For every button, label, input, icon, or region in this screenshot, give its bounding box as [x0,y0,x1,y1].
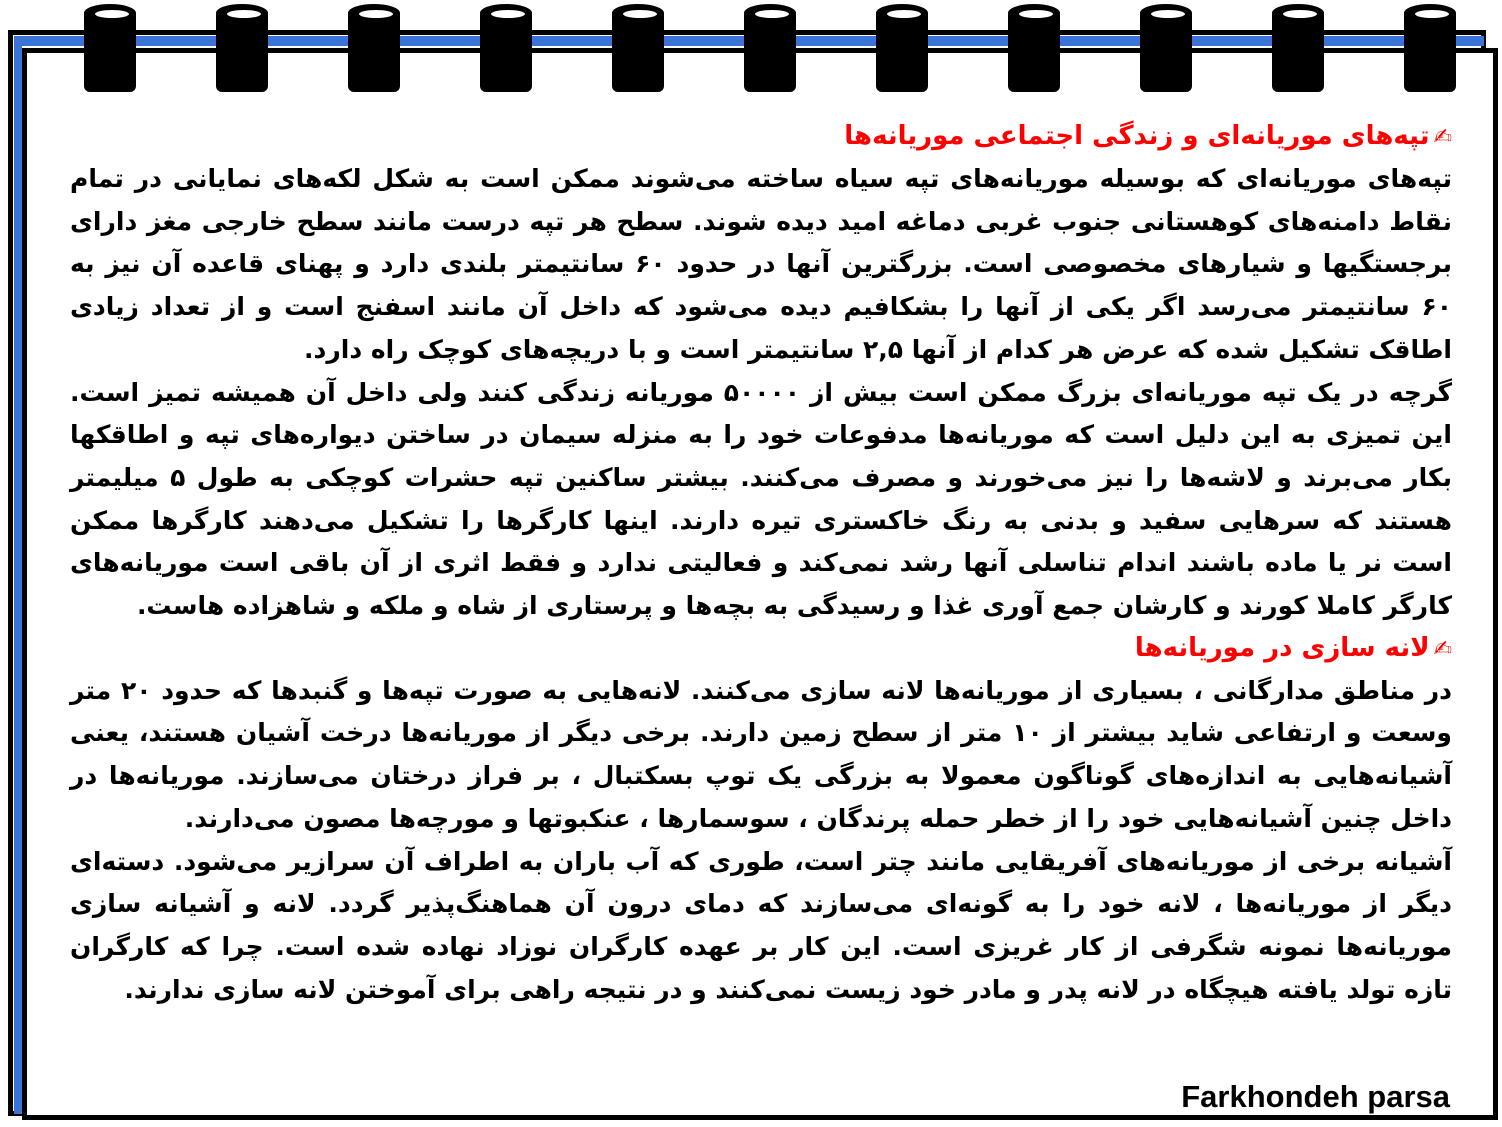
binder-ring [876,4,928,92]
binder-ring [1140,4,1192,92]
binder-ring [744,4,796,92]
binder-ring [1272,4,1324,92]
paragraph: آشیانه برخی از موریانه‌های آفریقایی مانند چتر است، طوری که آب باران به اطراف آن سرازیر می‌شود. دسته‌ای دیگر از موریانه‌ها ، لانه خود را به گونه‌ای می‌سازند که دمای درون آن هماهنگ‌پذیر گردد. لانه و آشیانه سازی موریانه‌ها نمونه شگرفی از کار غریزی است. این کار بر عهده کارگران نوزاد نهاده شده است. چرا که کارگران تازه تولد یافته هیچگاه در لانه پدر و مادر خود زیست نمی‌کنند و در نتیجه راهی برای آموختن لانه سازی ندارند. [70,846,1452,1004]
spiral-binding [0,4,1502,94]
binder-ring [348,4,400,92]
binder-ring [612,4,664,92]
binder-ring [1404,4,1456,92]
pen-writing-icon: ✍ [1433,636,1452,662]
binder-ring [84,4,136,92]
binder-ring [1008,4,1060,92]
binder-ring [216,4,268,92]
section-title: لانه سازی در موریانه‌ها [1134,632,1430,663]
pen-writing-icon: ✍ [1433,125,1452,150]
blue-shadow-side [14,36,22,1114]
document-body [70,116,1452,1011]
section-heading [70,628,1452,670]
section-title: تپه‌های موریانه‌ای و زندگی اجتماعی موریانه‌ها [844,121,1430,151]
paragraph: گرچه در یک تپه موریانه‌ای بزرگ ممکن است بیش از ۵۰۰۰۰ موریانه زندگی کنند ولی داخل آن همیشه تمیز است. این تمیزی به این دلیل است که موریانه‌ها مدفوعات خود را به منزله سیمان در ساختن دیواره‌های تپه و اطاقکها بکار می‌برند و لاشه‌ها را نیز می‌خورند و مصرف می‌کنند. بیشتر ساکنین تپه حشرات کوچکی به طول ۵ میلیمتر هستند که سرهایی سفید و بدنی به رنگ خاکستری تیره دارند. اینها کارگرها را تشکیل می‌دهند کارگرها ممکن است نر یا ماده باشند اندام تناسلی آنها رشد نمی‌کند و فعالیتی ندارد و فقط اثری از آن باقی است موریانه‌های کارگر کاملا کورند و کارشان جمع آوری غذا و رسیدگی به بچه‌ها و پرستاری از شاه و ملکه و شاهزاده هاست. [70,377,1452,621]
paragraph: در مناطق مدارگانی ، بسیاری از موریانه‌ها لانه سازی می‌کنند. لانه‌هایی به صورت تپه‌ها و گنبدها که حدود ۲۰ متر وسعت و ارتفاعی شاید بیشتر از ۱۰ متر از سطح زمین دارند. برخی دیگر از موریانه‌ها درخت آشیان هستند، یعنی آشیانه‌هایی به اندازه‌های گوناگون معمولا به بزرگی یک توپ بسکتبال ، بر فراز درختان می‌سازند. موریانه‌ها در داخل چنین آشیانه‌هایی خود را از خطر حمله پرندگان ، سوسمارها ، عنکبوتها و مورچه‌ها مصون می‌دارند. [70,675,1452,833]
author-signature: Farkhondeh parsa [1181,1079,1450,1114]
binder-ring [480,4,532,92]
section-heading [70,116,1452,158]
paragraph: تپه‌های موریانه‌ای که بوسیله موریانه‌های تپه سیاه ساخته می‌شوند ممکن است به شکل لکه‌های نمایانی در تمام نقاط دامنه‌های کوهستانی جنوب غربی دماغه امید دیده شوند. سطح هر تپه درست مانند سطح خارجی مغز دارای برجستگیها و شیارهای مخصوصی است. بزرگترین آنها در حدود ۶۰ سانتیمتر بلندی دارد و پهنای قاعده آن نیز به ۶۰ سانتیمتر می‌رسد اگر یکی از آنها را بشکافیم دیده می‌شود که داخل آن مانند اسفنج است و از تعداد زیادی اطاقک تشکیل شده که عرض هر کدام از آنها ۲,۵ سانتیمتر است و با دریچه‌های کوچک راه دارد. [70,164,1452,364]
